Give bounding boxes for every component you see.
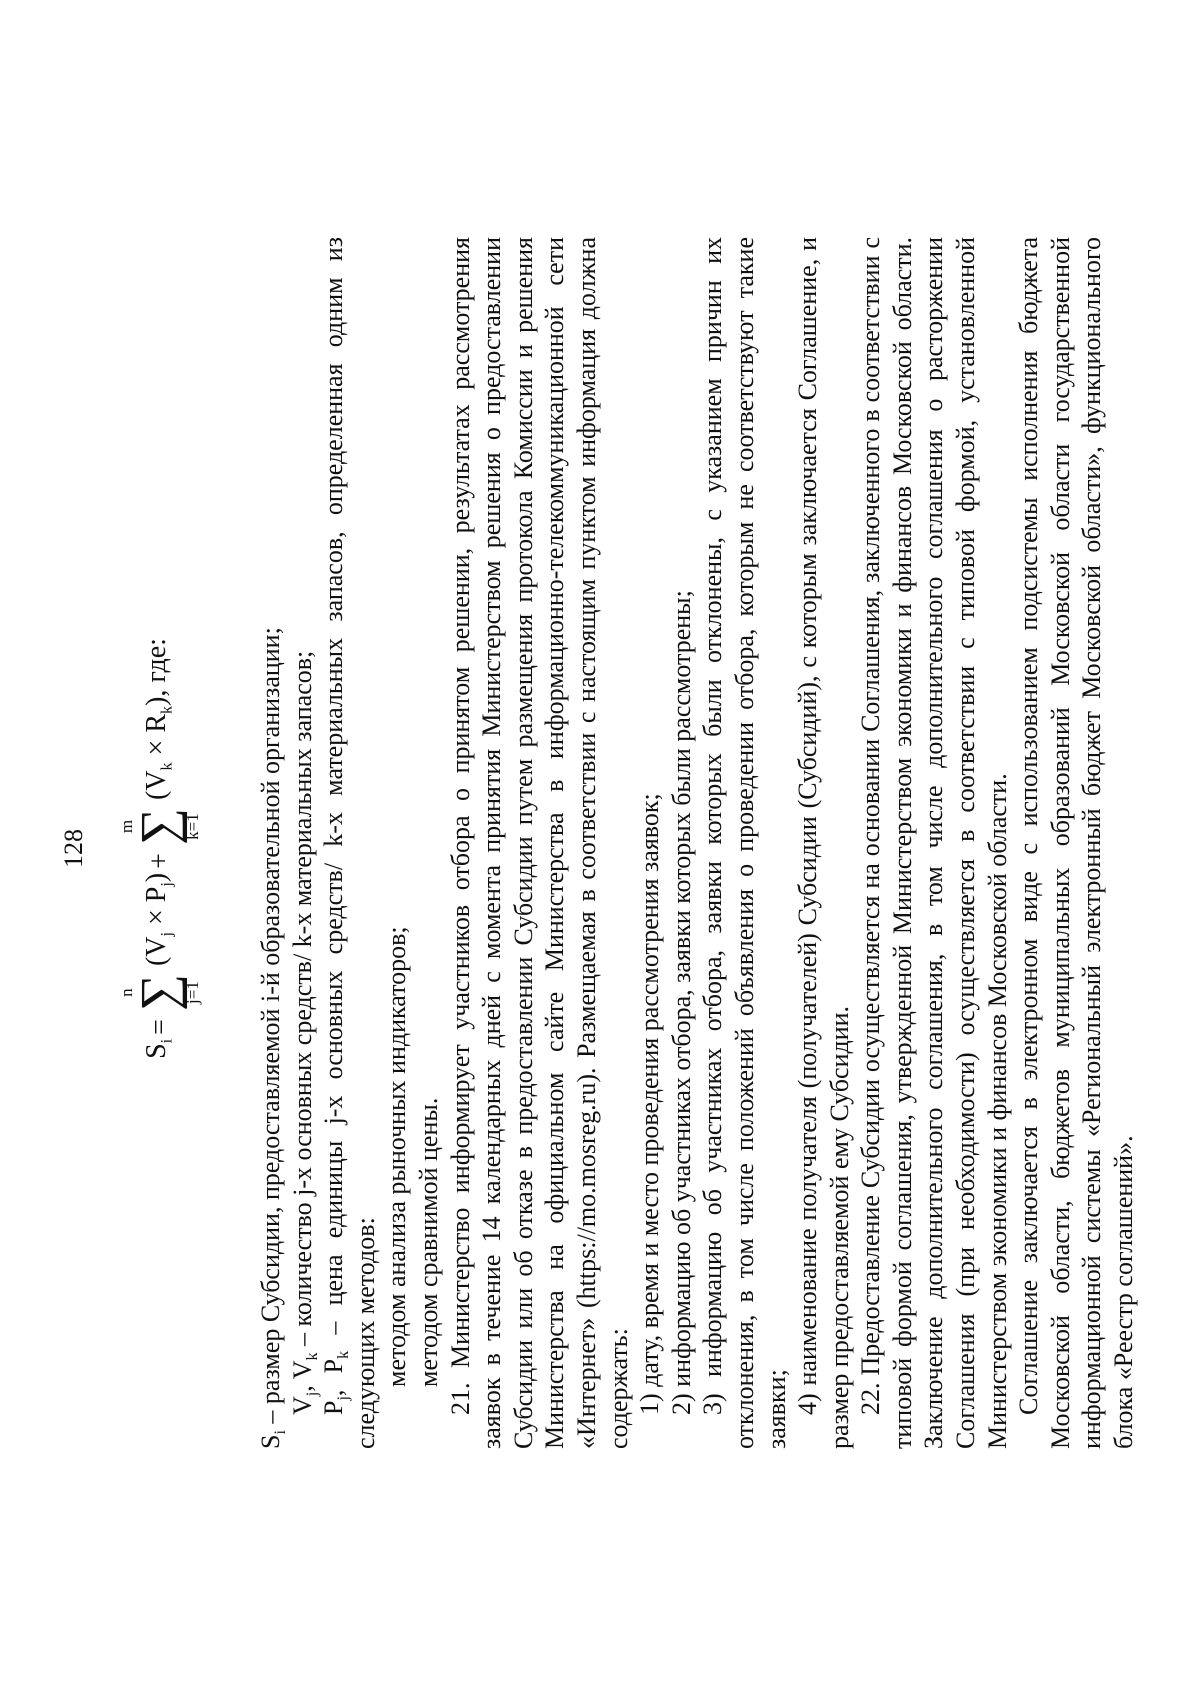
- formula-term-2: $(V_k \times R_k)$, где:: [141, 638, 176, 800]
- list-item: 3) информацию об участниках отбора, заявки которых были отклонены, с указанием причин их отклонения, в том числе положений объявления о проведении отбора, которым не соответствуют такие заявки;: [698, 237, 791, 1449]
- sum-upper-limit: m: [117, 819, 136, 834]
- sum-upper-limit: n: [117, 988, 136, 997]
- definition-p: $P_j$, $P_k$ – цена единицы j-х основных средств/ k-х материальных запасов, определенная одним из следующих методов:: [319, 237, 380, 1449]
- subsidy-formula: [118, 0, 201, 1697]
- method-item: методом сравнимой цены.: [413, 1097, 443, 1387]
- paragraph-21: 21. Министерство информирует участников отбора о принятом решении, результатах рассмотрения заявок в течение 14 календарных дней с момента принятия Министерством решения о предоставлении Субсидии или об отказе в предоставлении Субсидии путем размещения протокола Комиссии и решения Министерства на официальном сайте Министерства в информационно-телекоммуникационной сети «Интернет» (https://mo.mosreg.ru). Размещаемая в соответствии с настоящим пунктом информация должна содержать:: [445, 237, 633, 1449]
- formula-plus: +: [143, 853, 175, 869]
- formula-lhs: $S_i$: [141, 1038, 176, 1059]
- sigma-icon: ∑: [131, 974, 188, 1012]
- list-item: 2) информацию об участниках отбора, заявки которых были рассмотрены;: [666, 590, 696, 1415]
- paragraph-22: 22. Предоставление Субсидии осуществляется на основании Соглашения, заключенного в соответствии с типовой формой соглашения, утвержденной Министерством экономики и финансов Московской области. Заключение дополнительного соглашения, в том числе дополнительного соглашения о расторжении Соглашения (при необходимости) осуществляется в соответствии с типовой формой, установленной Министерством экономики и финансов Московской области.: [856, 237, 1012, 1449]
- definition-s: $S_i$ – размер Субсидии, предоставляемой i-й образовательной организации;: [256, 627, 290, 1449]
- method-item: методом анализа рыночных индикаторов;: [382, 926, 412, 1387]
- list-item: 1) дату, время и место проведения рассмотрения заявок;: [635, 793, 665, 1415]
- definition-v: $V_j$, $V_k$ – количество j-х основных средств/ k-х материальных запасов;: [287, 650, 321, 1415]
- sum-operator-j: [118, 974, 201, 1011]
- formula-term-1: $(V_j \times P_j)$: [141, 872, 176, 967]
- body-text: [255, 237, 1140, 1449]
- sum-lower-limit: k=1: [183, 813, 203, 840]
- sigma-icon: ∑: [131, 807, 188, 846]
- page-number: 128: [59, 829, 88, 868]
- list-item: 4) наименование получателя (получателей) Субсидии (Субсидий), с которым заключается Соглашение, и размер предоставляемой ему Субсидии.: [793, 237, 854, 1449]
- paragraph-agreement: Соглашение заключается в электронном виде с использованием подсистемы исполнения бюджета Московской области, бюджетов муниципальных образований Московской области государственной информационной системы «Региональный электронный бюджет Московской области», функционального блока «Реестр соглашений».: [1014, 237, 1139, 1449]
- sum-operator-k: [118, 808, 201, 845]
- formula-equals: =: [143, 1019, 175, 1035]
- sum-lower-limit: j=1: [183, 981, 203, 1004]
